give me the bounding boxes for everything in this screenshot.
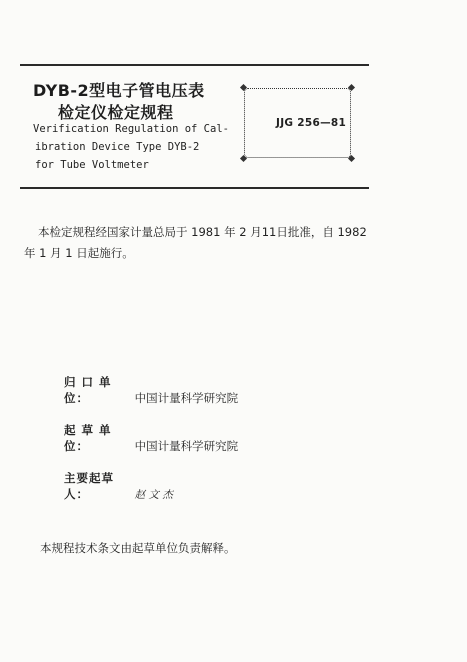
bottom-rule bbox=[20, 187, 369, 189]
frame-corner-ornament bbox=[240, 84, 247, 91]
drafter-label: 主要起草人： bbox=[64, 471, 114, 501]
qicao-label: 起 草 单 位： bbox=[64, 423, 112, 453]
drafter-value: 赵 文 杰 bbox=[134, 489, 173, 501]
title-cn-line1: DYB-2型电子管电压表 bbox=[33, 81, 205, 100]
frame-corner-ornament bbox=[348, 84, 355, 91]
title-en-line2: ibration Device Type DYB-2 bbox=[35, 141, 200, 153]
guikou-value: 中国计量科学研究院 bbox=[134, 391, 239, 405]
title-cn-line2: 检定仪检定规程 bbox=[58, 103, 174, 122]
regulation-code: JJG 256—81 bbox=[276, 117, 347, 129]
title-en-line1: Verification Regulation of Cal- bbox=[33, 123, 229, 135]
frame-corner-ornament bbox=[240, 155, 247, 162]
info-row-qicao bbox=[64, 422, 238, 454]
approval-statement: 本检定规程经国家计量总局于 1981 年 2 月11日批准，自 1982 年 1 月 1 日起施行。 bbox=[24, 225, 367, 260]
top-rule bbox=[20, 64, 369, 66]
guikou-label: 归 口 单 位： bbox=[64, 375, 112, 405]
qicao-value: 中国计量科学研究院 bbox=[134, 439, 239, 453]
info-row-drafter bbox=[64, 470, 173, 502]
frame-corner-ornament bbox=[348, 155, 355, 162]
info-row-guikou bbox=[64, 374, 238, 406]
interpretation-note: 本规程技术条文由起草单位负责解释。 bbox=[40, 541, 236, 555]
title-en-line3: for Tube Voltmeter bbox=[35, 159, 149, 171]
